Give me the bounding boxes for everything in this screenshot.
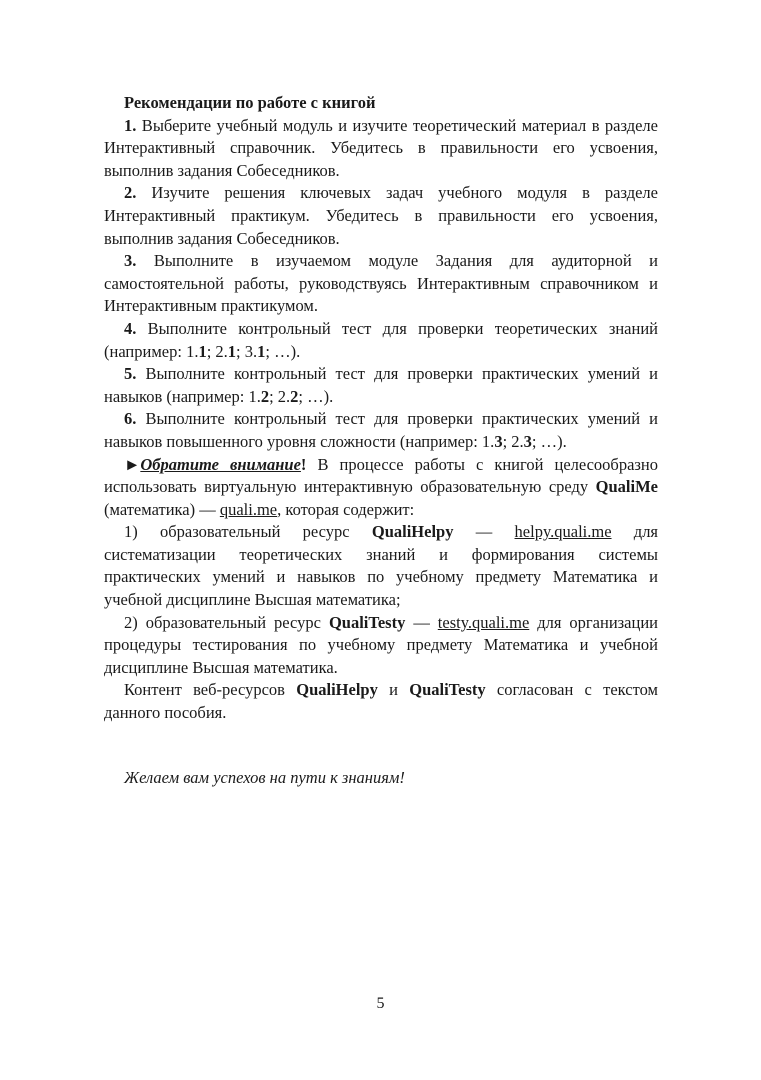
note-text: и — [377, 680, 410, 700]
resource-text: 2) образовательный ресурс — [124, 612, 329, 632]
step-text: ; 2. — [269, 386, 291, 406]
step-text: ; …). — [531, 431, 567, 451]
step-text: ; …). — [265, 341, 301, 361]
step-text: Выполните контрольный тест для проверки практических умений и навыков повышенного уровня сложности (например: 1. — [104, 409, 658, 451]
step-text: Выберите учебный модуль и изучите теоретический материал в разделе Интерактивный справочник. Убедитесь в правильности его усвоения, выполнив задания Собеседников. — [104, 115, 658, 180]
step-bold: 1 — [198, 341, 207, 361]
step-bold: 2 — [290, 386, 299, 406]
brand-qualime: QualiMe — [595, 477, 658, 497]
note-text: Контент веб-ресурсов — [124, 680, 297, 700]
brand-qualihelpy: QualiHelpy — [371, 522, 454, 542]
step-bold: 3 — [494, 431, 503, 451]
triangle-marker-icon: ► — [124, 454, 141, 474]
step-bold: 3 — [523, 431, 532, 451]
step-text: Изучите решения ключевых задач учебного модуля в разделе Интерактивный практикум. Убедитесь в правильности его усвоения, выполнив задания Собеседников. — [104, 183, 658, 248]
page-number: 5 — [376, 995, 385, 1012]
step-bold: 1 — [257, 341, 266, 361]
step-number: 4. — [124, 318, 137, 338]
brand-qualitesty: QualiTesty — [409, 680, 486, 700]
attention-text: В процессе работы с книгой целесообразно использовать виртуальную интерактивную образовательную среду — [104, 454, 658, 497]
testy-link[interactable]: testy.quali.me — [437, 612, 530, 632]
step-5 — [104, 363, 658, 408]
step-1 — [104, 115, 658, 183]
step-number: 5. — [124, 364, 137, 384]
step-text: ; …). — [298, 386, 334, 406]
step-text: ; 2. — [206, 341, 228, 361]
step-text: Выполните в изучаемом модуле Задания для аудиторной и самостоятельной работы, руководствуясь Интерактивным справочником и Интерактивным практикумом. — [104, 251, 658, 316]
resource-text: — — [453, 522, 515, 542]
attention-paragraph — [104, 454, 658, 522]
attention-text: , которая содержит: — [277, 499, 415, 519]
step-3 — [104, 250, 658, 318]
content-note — [104, 679, 658, 724]
step-text: ; 2. — [502, 431, 524, 451]
brand-qualihelpy: QualiHelpy — [296, 680, 378, 700]
step-number: 1. — [124, 115, 137, 135]
resource-1 — [104, 521, 658, 611]
step-2 — [104, 182, 658, 250]
resource-text: для систематизации теоретических знаний и формирования системы практических умений и навыков по учебному предмету Математика и учебной дисциплине Высшая математика; — [104, 522, 659, 610]
step-bold: 1 — [227, 341, 237, 361]
step-number: 6. — [124, 409, 137, 429]
attention-exclamation: ! — [300, 454, 307, 474]
note-text: согласован с текстом данного пособия. — [104, 680, 658, 723]
brand-qualitesty: QualiTesty — [328, 612, 406, 632]
helpy-link[interactable]: helpy.quali.me — [514, 522, 612, 542]
closing-wish: Желаем вам успехов на пути к знаниям! — [124, 767, 405, 787]
step-bold: 2 — [260, 386, 270, 406]
step-text: Выполните контрольный тест для проверки практических умений и навыков (например: 1. — [104, 364, 658, 406]
resource-text: 1) образовательный ресурс — [124, 522, 372, 542]
step-text: Выполните контрольный тест для проверки теоретических знаний (например: 1. — [104, 318, 658, 361]
section-heading: Рекомендации по работе с книгой — [124, 93, 376, 112]
step-4 — [104, 318, 658, 363]
step-6 — [104, 408, 658, 453]
step-text: ; 3. — [236, 341, 258, 361]
attention-text: (математика) — — [104, 499, 220, 519]
step-number: 2. — [124, 183, 137, 203]
resource-text: — — [405, 612, 438, 632]
resource-text: для организации процедуры тестирования по учебному предмету Математика и учебной дисциплине Высшая математика. — [104, 612, 658, 677]
resource-2 — [104, 612, 658, 680]
page-body — [104, 92, 658, 789]
step-number: 3. — [124, 251, 137, 271]
attention-label: Обратите внимание — [140, 454, 301, 474]
quali-me-link[interactable]: quali.me — [219, 499, 278, 519]
